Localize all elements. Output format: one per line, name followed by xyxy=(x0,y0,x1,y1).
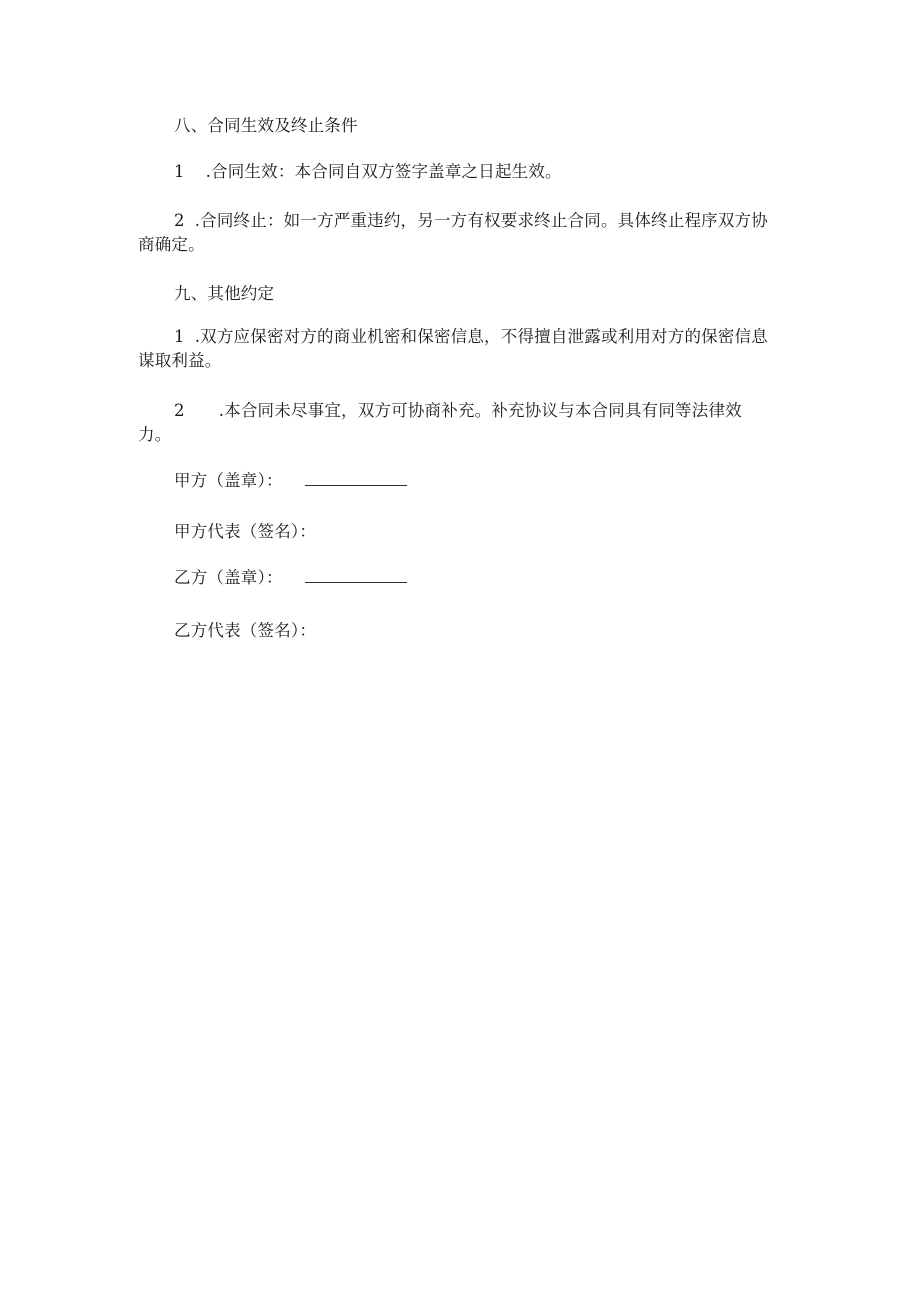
item-text-line-1: .本合同未尽事宜，双方可协商补充。补充协议与本合同具有同等法律效 xyxy=(218,401,742,420)
section-8-heading: 八、合同生效及终止条件 xyxy=(174,116,358,135)
section-8-item-2 xyxy=(138,209,788,257)
item-text-line-2: 谋取利益。 xyxy=(138,351,222,370)
section-9-item-2 xyxy=(138,399,788,447)
section-9-heading: 九、其他约定 xyxy=(174,284,275,303)
party-b-seal-blank[interactable] xyxy=(305,568,407,583)
party-a-seal-label: 甲方（盖章）： xyxy=(174,471,283,490)
party-b-rep-label: 乙方代表（签名）： xyxy=(174,621,317,640)
party-b-seal-row xyxy=(174,566,407,590)
party-a-seal-row xyxy=(174,469,407,493)
item-text-line-1: .双方应保密对方的商业机密和保密信息，不得擅自泄露或利用对方的保密信息 xyxy=(194,327,768,346)
item-text-line-2: 力。 xyxy=(138,425,172,444)
item-number: 2 xyxy=(174,401,185,420)
party-a-seal-blank[interactable] xyxy=(305,471,407,486)
section-8-item-1 xyxy=(174,160,562,184)
party-a-rep-label: 甲方代表（签名）： xyxy=(174,522,317,541)
party-b-seal-label: 乙方（盖章）： xyxy=(174,568,283,587)
item-number: 1 xyxy=(174,327,185,346)
item-text-line-1: .合同终止：如一方严重违约，另一方有权要求终止合同。具体终止程序双方协 xyxy=(194,211,768,230)
item-text: .合同生效：本合同自双方签字盖章之日起生效。 xyxy=(205,162,562,181)
section-9-item-1 xyxy=(138,325,788,373)
item-number: 1 xyxy=(174,162,185,181)
item-number: 2 xyxy=(174,211,185,230)
item-text-line-2: 商确定。 xyxy=(138,235,205,254)
